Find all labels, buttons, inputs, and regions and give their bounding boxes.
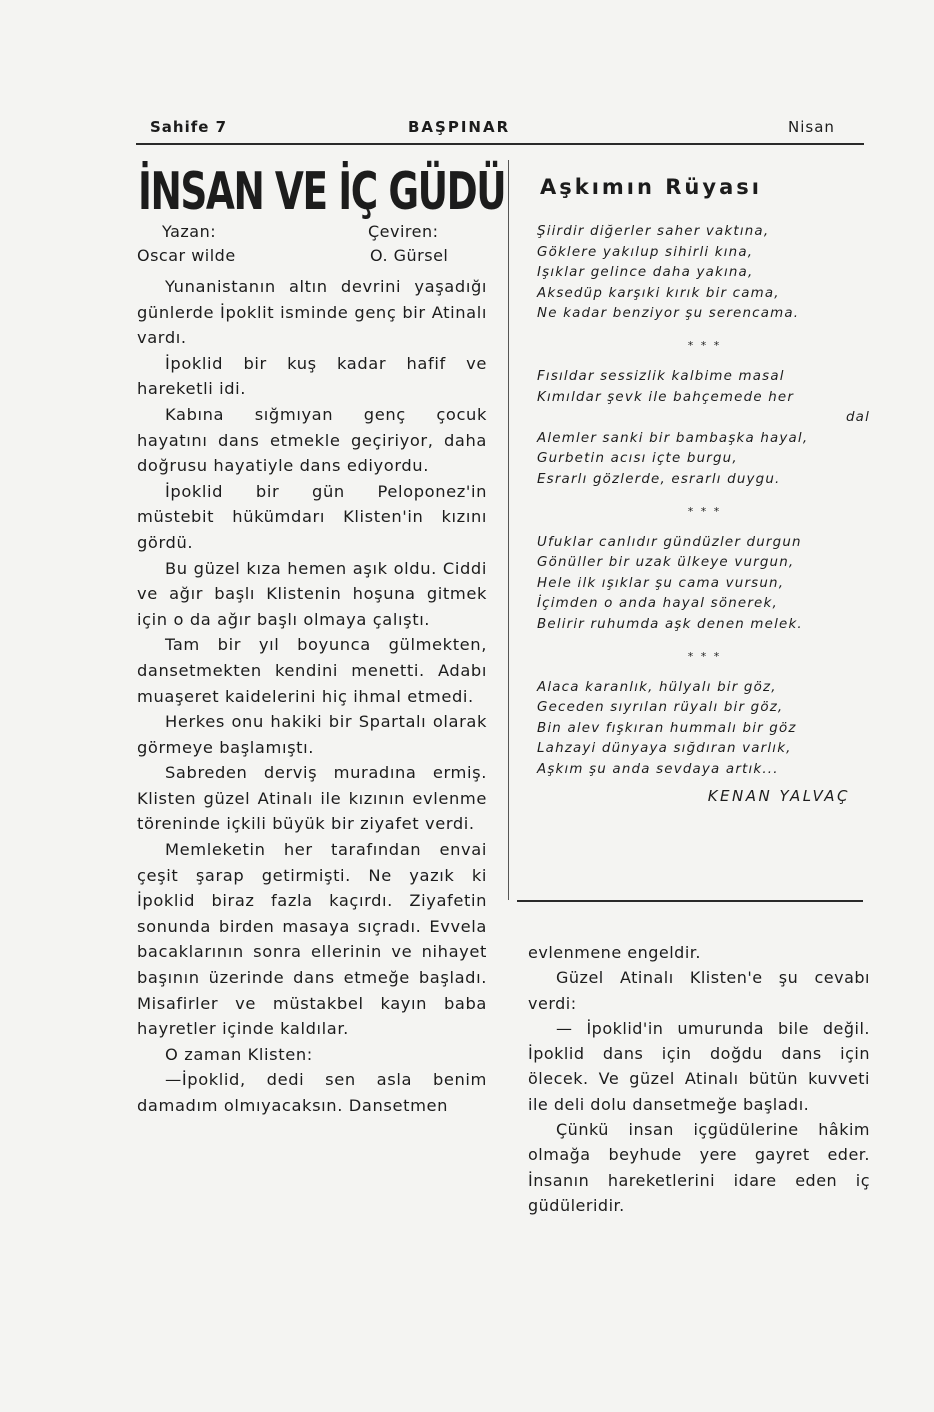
stanza-separator: * * * [687,338,722,352]
article-continuation [528,940,870,1218]
continuation-paragraph: — İpoklid'in umurunda bile değil. İpoklid dans için doğdu dans için ölecek. Ve güzel Atinalı bütün kuvveti ile deli dolu dansetmeğe başladı. [528,1018,870,1114]
poem-line: Belirir ruhumda aşk denen melek. [537,616,803,632]
poem-line: Ne kadar benziyor şu serencama. [537,306,800,322]
translator-name: O. Gürsel [370,246,449,265]
continuation-paragraph: evlenmene engeldir. [528,943,701,962]
poem-line: Şiirdir diğerler saher vaktına, [537,224,770,239]
continuation-paragraph: Güzel Atinalı Klisten'e şu cevabı verdi: [528,968,870,1013]
article-paragraph: Kabına sığmıyan genç çocuk hayatını dans etmekle geçiriyor, daha doğrusu hayatiyle dans ediyordu. [137,404,487,476]
poem-line: Ufuklar canlıdır gündüzler durgun [537,534,802,550]
article-paragraph: İpoklid bir kuş kadar hafif ve hareketli idi. [137,353,487,399]
poem-line: Kımıldar şevk ile bahçemede her [537,389,795,405]
article-paragraph: Bu güzel kıza hemen aşık oldu. Ciddi ve ağır başlı Klistenin hoşuna gitmek için o da ağır başlı olmaya çalıştı. [137,558,487,629]
article-paragraph: Herkes onu hakiki bir Spartalı olarak görmeye başlamıştı. [137,712,487,757]
poem-stanza [537,678,872,781]
poem-line: Gönüller bir uzak ülkeye vurgun, [537,555,795,571]
poem-title: Aşkımın Rüyası [540,175,762,199]
poem-line: Aksedüp karşıki kırık bir cama, [537,285,780,301]
header-rule [136,143,864,145]
poem-line: Işıklar gelince daha yakına, [537,265,754,281]
article-paragraph: Yunanistanın altın devrini yaşadığı günlerde İpoklit isminde genç bir Atinalı vardı. [137,277,487,348]
column-divider [508,160,509,900]
article-paragraph: Tam bir yıl boyunca gülmekten, dansetmekten kendini menetti. Adabı muaşeret kaidelerini hiç ihmal etmedi. [137,635,487,706]
article-paragraph: O zaman Klisten: [165,1044,313,1064]
masthead: BAŞPINAR [408,118,511,136]
poem-stanza [537,222,872,325]
issue-month: Nisan [788,118,835,136]
poem-line: Geceden sıyrılan rüyalı bir göz, [537,700,784,716]
poem-line: Aşkım şu anda sevdaya artık... [537,761,779,777]
poem-author: KENAN YALVAÇ [707,787,850,806]
translator-label: Çeviren: [368,222,439,241]
article-paragraph: İpoklid bir gün Peloponez'in müstebit hükümdarı Klisten'in kızını gördü. [137,481,487,552]
poem-stanza [537,533,872,636]
article-paragraph: Sabreden derviş muradına ermiş. Klisten güzel Atinalı ile kızının evlenme töreninde içkili büyük bir ziyafet verdi. [137,763,487,834]
continuation-paragraph: Çünkü insan içgüdülerine hâkim olmağa beyhude yere gayret eder. İnsanın hareketlerini idare eden iç güdüleridir. [528,1120,870,1215]
poem-line: Alaca karanlık, hülyalı bir göz, [537,679,777,695]
article-title: İNSAN VE İÇ GÜDÜ [138,162,506,222]
poem-end-rule [517,900,863,902]
poem-line: Göklere yakılup sihirli kına, [537,244,754,260]
page-number: Sahife 7 [150,118,228,136]
stanza-separator: * * * [687,649,722,663]
poem-line: Bin alev fışkıran hummalı bir göz [537,720,797,736]
author-label: Yazan: [162,222,217,241]
poem-line: İçimden o anda hayal sönerek, [537,596,778,612]
article-paragraph: Memleketin her tarafından envai çeşit şarap getirmişti. Ne yazık ki İpoklid biraz fazla kaçırdı. Ziyafetin sonunda birden masaya sıçradı. Evvela bacaklarının sonra ellerinin ve nihayet başının üzerinde dans etmeğe başladı. Misafirler ve müstakbel kayın baba hayretler içinde kaldılar. [137,840,487,1039]
stanza-separator: * * * [687,504,722,518]
poem-line: Fısıldar sessizlik kalbime masal [537,368,785,384]
poem-line: Alemler sanki bir bambaşka hayal, [537,430,809,446]
poem-body [537,222,872,807]
poem-line: Esrarlı gözlerde, esrarlı duygu. [537,471,781,487]
poem-stanza [537,367,872,491]
poem-line: Lahzayi dünyaya sığdıran varlık, [537,741,792,757]
author-name: Oscar wilde [137,246,236,265]
poem-line: dal [845,410,870,426]
poem-line: Hele ilk ışıklar şu cama vursun, [537,575,785,591]
poem-line: Gurbetin acısı içte burgu, [537,451,738,467]
article-body [137,274,487,1119]
article-paragraph: —İpoklid, dedi sen asla benim damadım olmıyacaksın. Dansetmen [137,1070,487,1115]
